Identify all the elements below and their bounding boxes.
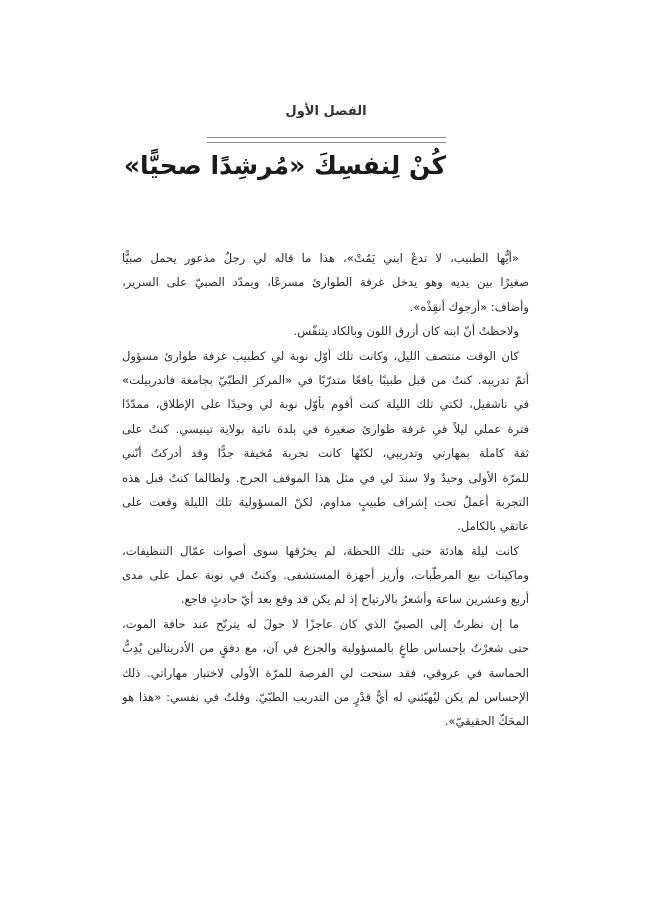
body-line: أربع وعشرين ساعة وأشعرُ بالارتياح إذ لم يكن قد وقع بعد أيّ حادثٍ فاجع. <box>180 592 529 607</box>
body-line: ولاحظتُ أنّ ابنه كان أزرق اللون وبالكاد يتنفّس. <box>293 324 519 339</box>
body-line: «أيُّها الطبيب، لا تدعْ ابني يَمُتْ»، هذا ما قاله لي رجلٌ مذعور يحمل صبيًّا <box>122 251 519 265</box>
body-line: وأضاف: «أرجوك أنقِذْه». <box>409 299 529 314</box>
body-line: للمرّة الأولى وحيدٌ ولا سندَ لي في مثل هذا الموقف الحرج. ولطالما كنتُ قبل هذه <box>122 470 529 485</box>
body-line: عاتقي بالكامل. <box>457 519 529 534</box>
chapter-body <box>122 246 529 734</box>
title-divider-rule <box>207 137 446 143</box>
body-line: حتى شعرْتُ بإحساس طاغٍ بالمسؤولية والجزع في آن، مع دفقٍ من الأدرينالين يُدِبُّ <box>122 641 529 656</box>
body-line: الحماسة في عروقي، فقد سنحت لي الفرصة للمرّة الأولى لاختبار مهاراتي. ذلك <box>122 665 529 680</box>
body-line: كانت ليلة هادئة حتى تلك اللحظة، لم يخرُقها سوى أصوات عمّال التنظيفات، <box>122 543 519 558</box>
body-line: في ناشفيل، لكني تلك الليلة كنت أقوم بأوّل نوبة لي وحيدًا على الإطلاق، ممدّدًا <box>122 397 529 412</box>
body-line: فترة عملي ليلاً في غرفة طوارئ صغيرة في بلدة نائية بولاية تينيسي. كنتُ على <box>122 421 529 436</box>
body-line: وماكينات بيع المرطّبات، وأزيز أجهزة المستشفى. وكنتُ في نوبة عمل على مدى <box>122 568 529 583</box>
chapter-title: كُنْ لِنفسِكَ «مُرشِدًا صحيًّا» <box>123 151 446 180</box>
body-line: الإحساس لم يكن ليُهيّئني له أيُّ قدْرٍ من التدريب الطبّيّ. وقلتُ في نفسي: «هذا هو <box>122 690 529 705</box>
body-line: المحَكّ الحقيقيّ». <box>444 714 529 729</box>
body-line: التجربة أعملُ تحت إشراف طبيبٍ مداوم، لكنّ المسؤولية تلك الليلة وقعت على <box>122 494 529 509</box>
body-line: صغيرًا بين يديه وهو يدخل غرفة الطوارئ مسرعًا، ويمدّد الصبيّ على السرير، <box>122 275 529 290</box>
body-line: ثقة كاملة بمهارتي وتدريبي، لكنّها كانت تجربة مُخيفة جدًّا وقد أدركتُ أنّني <box>122 446 529 461</box>
chapter-label: الفصل الأول <box>285 104 367 119</box>
body-line: ما إن نظرتُ إلى الصبيّ الذي كان عاجزًا لا حولَ له يترنّح عند حافة الموت، <box>122 616 519 631</box>
body-line: أتمّ تدريبه. كنتُ من قبل طبيبًا يافعًا متدرّبًا في «المركز الطبّيّ بجامعة فاندربيلت» <box>122 372 529 387</box>
body-line: كان الوقت منتصف الليل، وكانت تلك أوّل نوبة لي كطبيب غرفة طوارئ مسؤول <box>122 348 519 363</box>
